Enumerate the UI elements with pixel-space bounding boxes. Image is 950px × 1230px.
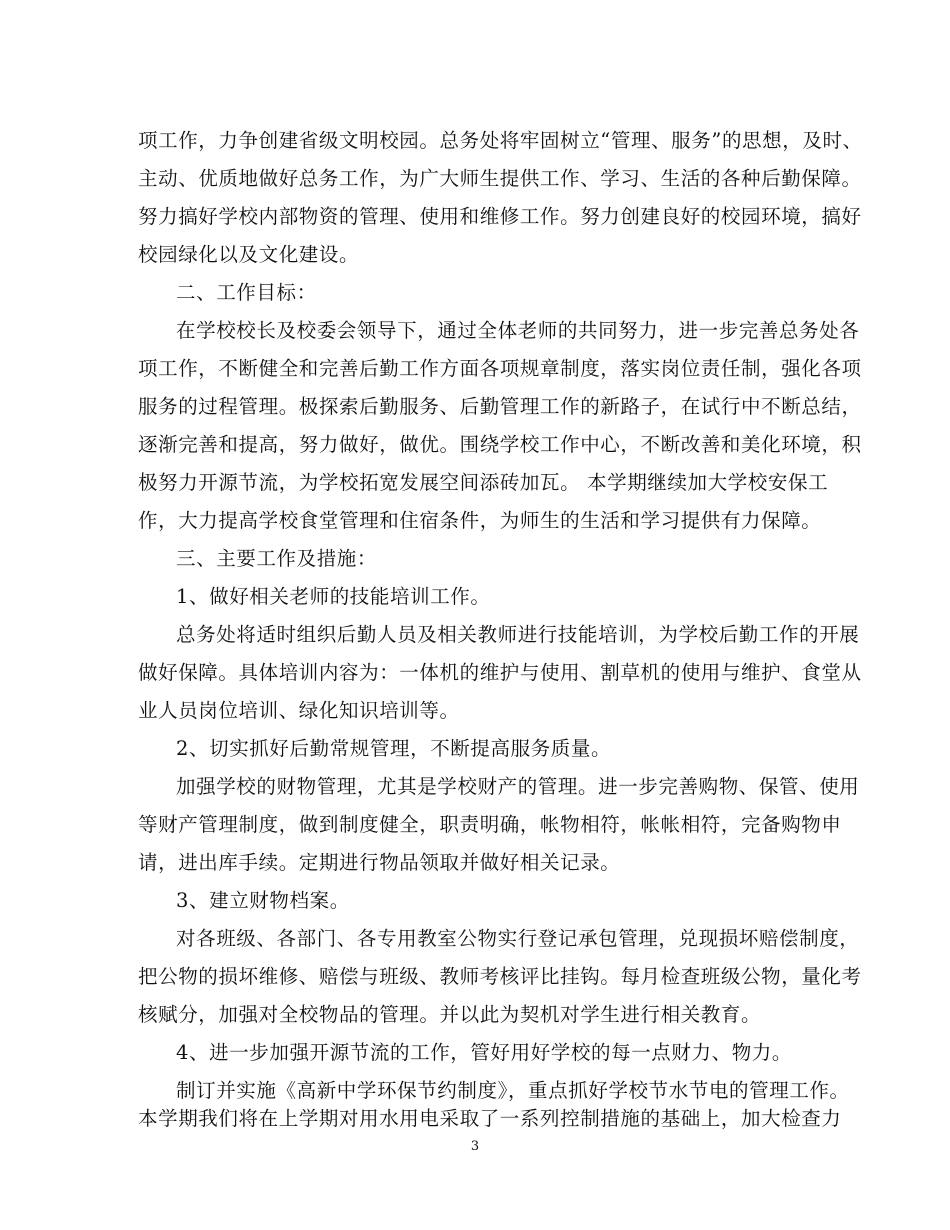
paragraph-line: 做好保障。具体培训内容为：一体机的维护与使用、割草机的使用与维护、食堂从: [138, 661, 862, 684]
paragraph-line: 把公物的损坏维修、赔偿与班级、教师考核评比挂钩。每月检查班级公物，量化考: [138, 965, 862, 988]
paragraph-line: 核赋分，加强对全校物品的管理。并以此为契机对学生进行相关教育。: [138, 1003, 762, 1026]
list-heading: 2、切实抓好后勤常规管理，不断提高服务质量。: [176, 737, 612, 760]
paragraph-line: 对各班级、各部门、各专用教室公物实行登记承包管理，兑现损坏赔偿制度，: [176, 927, 860, 950]
paragraph-line: 努力搞好学校内部物资的管理、使用和维修工作。努力创建良好的校园环境，搞好: [138, 205, 862, 228]
paragraph-line: 逐渐完善和提高，努力做好，做优。围绕学校工作中心，不断改善和美化环境，积: [138, 433, 862, 456]
paragraph-line: 作，大力提高学校食堂管理和住宿条件，为师生的生活和学习提供有力保障。: [138, 509, 822, 532]
list-heading: 1、做好相关老师的技能培训工作。: [176, 585, 491, 608]
section-heading: 二、工作目标：: [176, 281, 317, 304]
paragraph-line: 服务的过程管理。极探索后勤服务、后勤管理工作的新路子，在试行中不断总结，: [138, 395, 862, 418]
page-number: 3: [470, 1139, 480, 1154]
section-heading: 三、主要工作及措施：: [176, 547, 378, 570]
paragraph-line: 业人员岗位培训、绿化知识培训等。: [138, 699, 460, 722]
paragraph-line: 等财产管理制度，做到制度健全，职责明确，帐物相符，帐帐相符，完备购物申: [138, 813, 842, 836]
paragraph-line: 项工作，力争创建省级文明校园。总务处将牢固树立“管理、服务”的思想，及时、: [138, 129, 863, 152]
paragraph-line: 校园绿化以及文化建设。: [138, 243, 360, 266]
paragraph-line: 项工作，不断健全和完善后勤工作方面各项规章制度，落实岗位责任制，强化各项: [138, 357, 862, 380]
paragraph-line: 请，进出库手续。定期进行物品领取并做好相关记录。: [138, 851, 621, 874]
paragraph-line: 本学期我们将在上学期对用水用电采取了一系列控制措施的基础上，加大检查力: [138, 1107, 842, 1130]
list-heading: 4、进一步加强开源节流的工作，管好用好学校的每一点财力、物力。: [176, 1041, 793, 1064]
paragraph-line: 总务处将适时组织后勤人员及相关教师进行技能培训，为学校后勤工作的开展: [176, 623, 860, 646]
paragraph-line: 极努力开源节流，为学校拓宽发展空间添砖加瓦。 本学期继续加大学校安保工: [138, 471, 829, 494]
list-heading: 3、建立财物档案。: [176, 889, 350, 912]
paragraph-line: 加强学校的财物管理，尤其是学校财产的管理。进一步完善购物、保管、使用: [176, 775, 860, 798]
paragraph-line: 制订并实施《高新中学环保节约制度》，重点抓好学校节水节电的管理工作。: [176, 1079, 850, 1102]
paragraph-line: 主动、优质地做好总务工作，为广大师生提供工作、学习、生活的各种后勤保障。: [138, 167, 862, 190]
paragraph-line: 在学校校长及校委会领导下，通过全体老师的共同努力，进一步完善总务处各: [176, 319, 860, 342]
